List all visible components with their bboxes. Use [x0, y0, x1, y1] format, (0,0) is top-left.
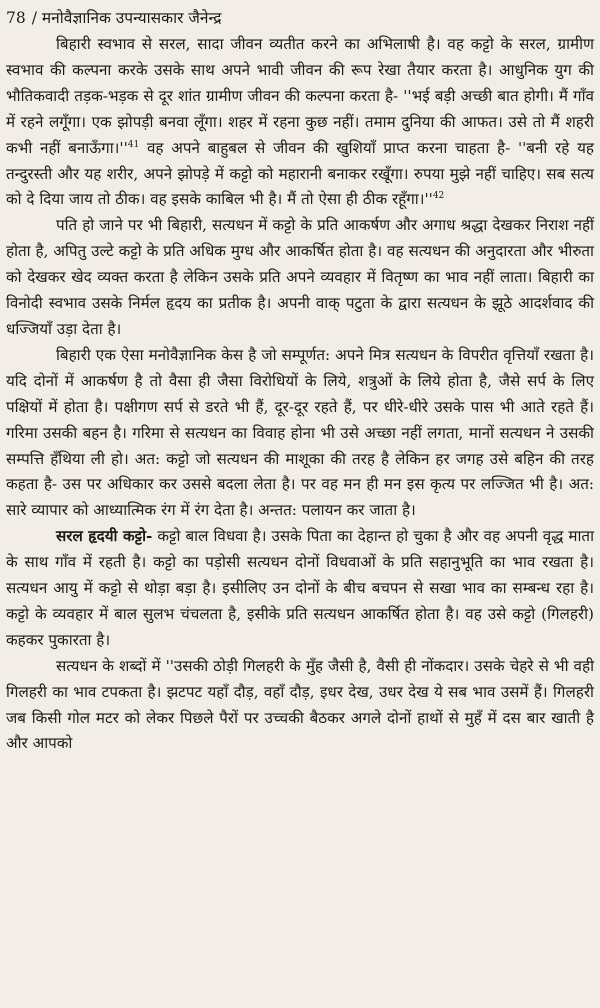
running-title: मनोवैज्ञानिक उपन्यासकार जैनेन्द्र [41, 9, 222, 27]
page-header [6, 6, 594, 32]
footnote-ref-41: 41 [127, 139, 140, 150]
paragraph-5: सत्यधन के शब्दों में ''उसकी ठोड़ी गिलहरी के मुँह जैसी है, वैसी ही नोंकदार। उसके चेहरे से भी वही गिलहरी का भाव टपकता है। झटपट यहाँ दौड़, वहाँ दौड़, इधर देख, उधर देख ये सब भाव उसमें हैं। गिलहरी जब किसी गोल मटर को लेकर पिछले पैरों पर उच्चकी बैठकर अगले दोनों हाथों से मुहँ में दस बार खाती है और आपको [6, 656, 594, 753]
paragraph-4 [6, 524, 594, 654]
paragraph-1-text-a: बिहारी स्वभाव से सरल, सादा जीवन व्यतीत करने का अभिलाषी है। वह कट्टो के सरल, ग्रामीण स्वभाव की कल्पना करके उसके साथ अपने भावी जीवन की रूप रेखा तैयार करता है। आधुनिक युग की भौतिकवादी तड़क-भड़क से दूर शांत ग्रामीण जीवन की कल्पना करता है- ''भई बड़ी अच्छी बात होगी। मैं गाँव में रहने लगूँगा। एक झोपड़ी बनवा लूँगा। शहर में रहना कुछ नहीं। तमाम दुनिया की आफत। उसे तो मैं शहरी कभी नहीं बनाऊँगा।'' [6, 35, 594, 157]
body-text [6, 32, 594, 757]
paragraph-1 [6, 32, 594, 213]
header-separator: / [31, 9, 37, 27]
paragraph-1-text-b: वह अपने बाहुबल से जीवन की खुशियाँ प्राप्त करना चाहता है- ''बनी रहे यह तन्दुरस्ती और यह शरीर, अपने झोपड़े में कट्टो को महारानी बनाकर रखूँगा। रुपया मुझे नहीं चाहिए। सब सत्य को दे दिया जाय तो ठीक। वह इसके काबिल भी है। मैं तो ऐसा ही ठीक रहूँगा।'' [6, 138, 594, 209]
page-number: 78 [6, 9, 26, 27]
paragraph-3: बिहारी एक ऐसा मनोवैज्ञानिक केस है जो सम्पूर्णत: अपने मित्र सत्यधन के विपरीत वृत्तियाँ रखता है। यदि दोनों में आकर्षण है तो वैसा ही जैसा विरोधियों के लिये, शत्रुओं के लिये होता है, जैसे सर्प के लिए पक्षियों में होता है। पक्षीगण सर्प से डरते भी हैं, दूर-दूर रहते हैं, पर धीरे-धीरे उसके पास भी आते रहते हैं। गरिमा उसकी बहन है। गरिमा से सत्यधन का विवाह होना भी उसे अच्छा नहीं लगता, मानों सत्यधन ने उसकी सम्पत्ति हँथिया ली हो। अत: कट्टो जो सत्यधन की माशूका की तरह है लेकिन हर जगह उसे बहिन की तरह कहता है- उस पर अधिकार कर उससे बदला लेता है। पर वह मन ही मन इस कृत्य पर लज्जित भी है। अत: सारे व्यापार को आध्यात्मिक रंग में रंग देता है। अन्तत: पलायन कर जाता है। [6, 345, 594, 520]
footnote-ref-42: 42 [432, 191, 445, 202]
section-heading-katto: सरल हृदयी कट्टो- [56, 527, 153, 546]
paragraph-4-text: कट्टो बाल विधवा है। उसके पिता का देहान्त हो चुका है और वह अपनी वृद्ध माता के साथ गाँव में रहती है। कट्टो का पड़ोसी सत्यधन दोनों विधवाओं के प्रति सहानुभूति का भाव रखता है। सत्यधन आयु में कट्टो से थोड़ा बड़ा है। इसीलिए उन दोनों के बीच बचपन से सखा भाव का सम्बन्ध रहा है। कट्टो के व्यवहार में बाल सुलभ चंचलता है, इसीके प्रति सत्यधन आकर्षित होता है। वह उसे कट्टो (गिलहरी) कहकर पुकारता है। [6, 527, 594, 649]
paragraph-2: पति हो जाने पर भी बिहारी, सत्यधन में कट्टो के प्रति आकर्षण और अगाध श्रद्धा देखकर निराश नहीं होता है, अपितु उल्टे कट्टो के प्रति अधिक मुग्ध और आकर्षित होता है। वह सत्यधन की अनुदारता और भीरुता को देखकर खेद व्यक्त करता है लेकिन उसके प्रति अपने व्यवहार में वितृष्ण का भाव नहीं लाता। बिहारी का विनोदी स्वभाव उसके निर्मल हृदय का प्रतीक है। अपनी वाक् पटुता के द्वारा सत्यधन के झूठे आदर्शवाद की धज्जियाँ उड़ा देता है। [6, 216, 594, 338]
